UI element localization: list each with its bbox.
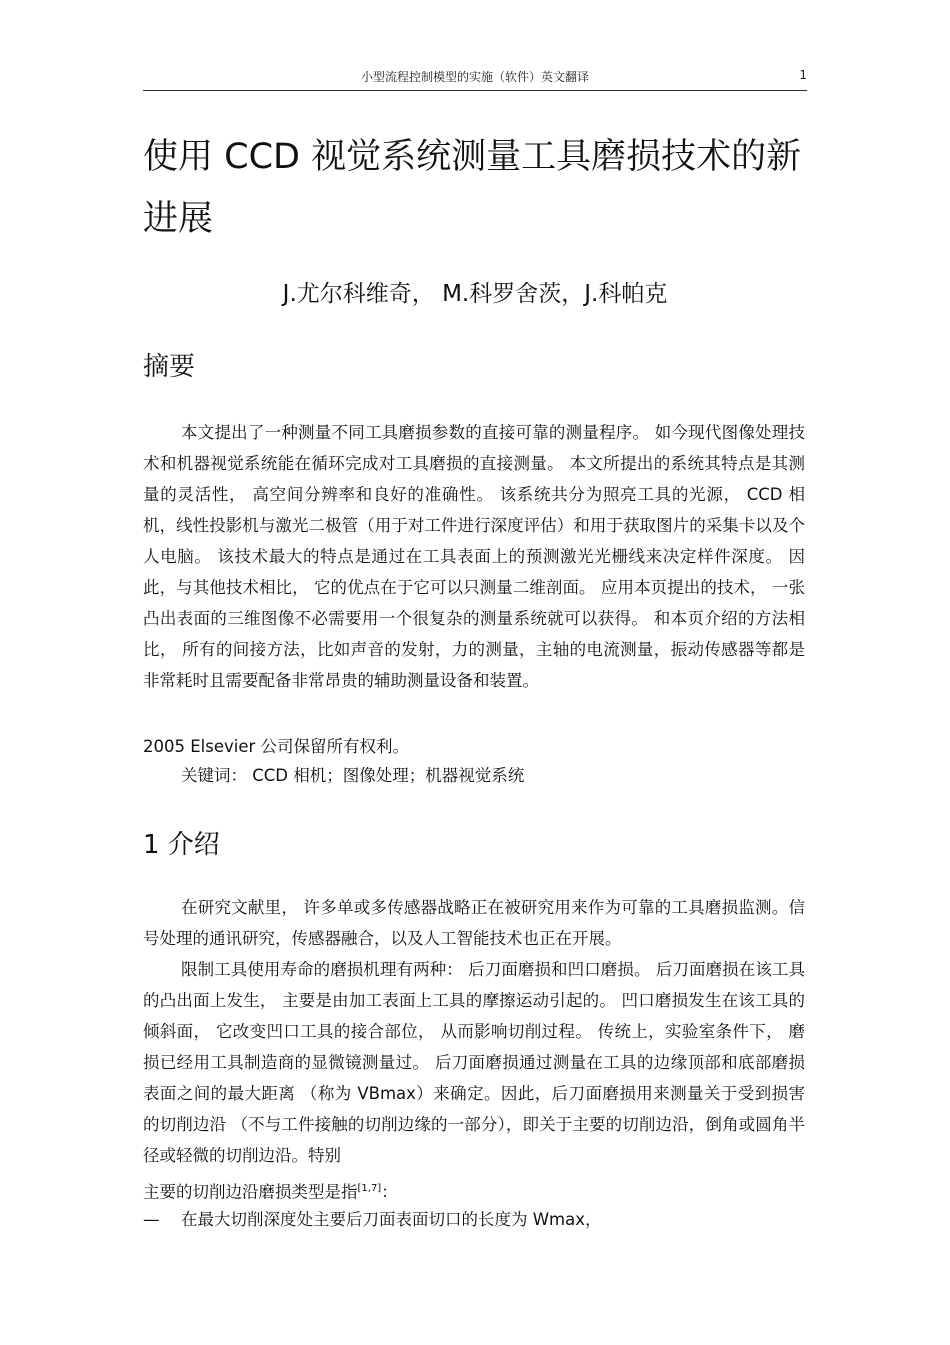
bullet-text: 在最大切削深度处主要后刀面表面切口的长度为 Wmax， [181, 1210, 602, 1229]
running-title: 小型流程控制模型的实施（软件）英文翻译 [360, 70, 589, 84]
intro-paragraph-3 [143, 1173, 398, 1208]
running-header [143, 66, 807, 91]
abstract-heading: 摘要 [143, 352, 196, 382]
bullet-dash: — [143, 1210, 160, 1229]
abstract-body: 本文提出了一种测量不同工具磨损参数的直接可靠的测量程序。 如今现代图像处理技术和机器视觉系统能在循环完成对工具磨损的直接测量。 本文所提出的系统其特点是其测量的灵活性， 高空间分辨率和良好的准确性。 该系统共分为照亮工具的光源， CCD 相机，线性投影机与激光二极管（用于对工件进行深度评估）和用于获取图片的采集卡以及个人电脑。 该技术最大的特点是通过在工具表面上的预测激光光栅线来决定样件深度。 因此，与其他技术相比， 它的优点在于它可以只测量二维剖面。 应用本页提出的技术， 一张凸出表面的三维图像不必需要用一个很复杂的测量系统就可以获得。 和本页介绍的方法相比， 所有的间接方法，比如声音的发射，力的测量，主轴的电流测量，振动传感器等都是非常耗时且需要配备非常昂贵的辅助测量设备和装置。 [143, 423, 805, 690]
copyright-line: 2005 Elsevier 公司保留所有权利。 [143, 737, 410, 756]
introduction-heading: 1 介绍 [143, 830, 220, 860]
intro-paragraph-2: 限制工具使用寿命的磨损机理有两种： 后刀面磨损和凹口磨损。 后刀面磨损在该工具的凸出面上发生， 主要是由加工表面上工具的摩擦运动引起的。 凹口磨损发生在该工具的倾斜面， 它改变凹口工具的接合部位， 从而影响切削过程。 传统上，实验室条件下， 磨损已经用工具制造商的显微镜测量过。 后刀面磨损通过测量在工具的边缘顶部和底部磨损表面之间的最大距离 （称为 VBmax）来确定。因此，后刀面磨损用来测量关于受到损害的切削边沿 （不与工件接触的切削边缘的一部分），即关于主要的切削边沿，倒角或圆角半径或轻微的切削边沿。特别 [143, 960, 805, 1165]
bullet-item [143, 1204, 602, 1235]
page-number: 1 [799, 68, 807, 82]
paper-title: 使用 CCD 视觉系统测量工具磨损技术的新进展 [143, 137, 802, 239]
keywords-line: 关键词： CCD 相机；图像处理；机器视觉系统 [181, 766, 525, 785]
paragraph-3-text: 主要的切削边沿磨损类型是指 [143, 1182, 358, 1202]
author-list: J.尤尔科维奇， M.科罗舍茨，J.科帕克 [282, 281, 668, 307]
paragraph-3-end: ： [381, 1182, 398, 1202]
intro-paragraph-1: 在研究文献里， 许多单或多传感器战略正在被研究用来作为可靠的工具磨损监测。信号处理的通讯研究，传感器融合，以及人工智能技术也正在开展。 [143, 898, 805, 948]
citation-ref: [1,7] [357, 1183, 382, 1194]
